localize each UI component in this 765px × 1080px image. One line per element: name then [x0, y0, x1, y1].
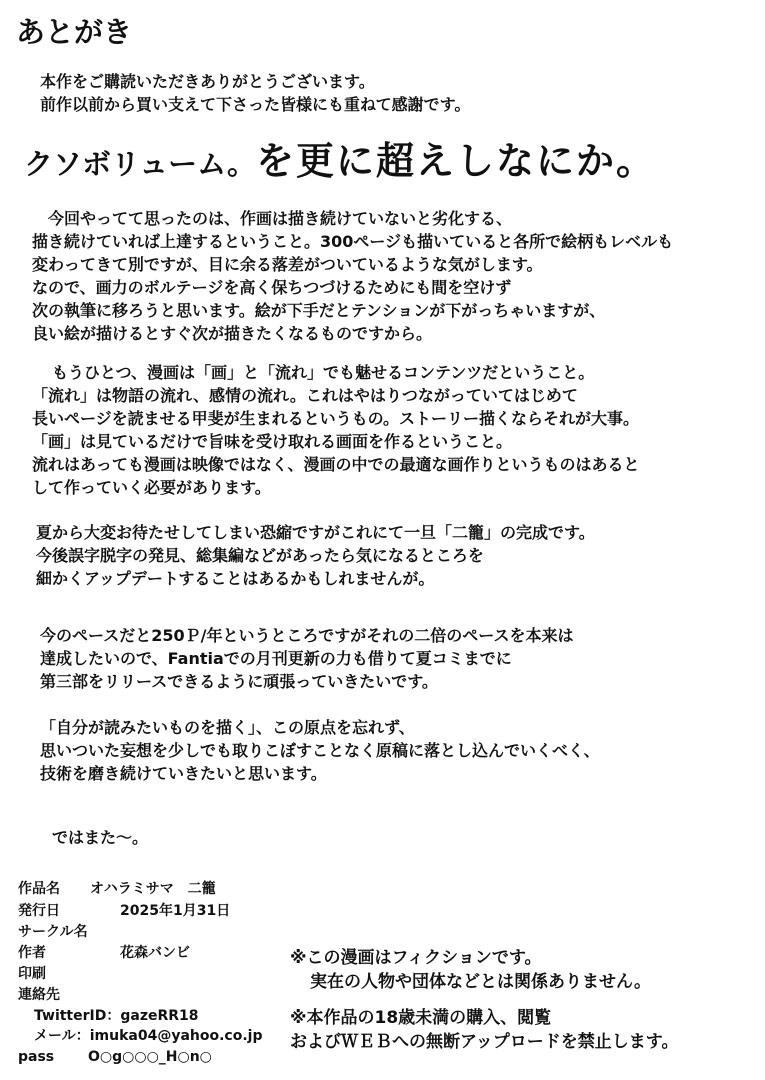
catchphrase — [24, 130, 656, 185]
credit-date-label: 発行日 — [18, 903, 60, 919]
credit-title-value: オハラミサマ 二籠 — [90, 881, 216, 897]
para4-line-2: 達成したいので、Fantiaでの月刊更新の力も借りて夏コミまでに — [40, 649, 512, 668]
note-fiction-1: ※この漫画はフィクションです。 — [290, 948, 542, 968]
credit-date-value: 2025年1月31日 — [120, 903, 231, 919]
catchphrase-small: クソボリューム。 — [24, 147, 257, 181]
credit-author-value: 花森バンビ — [120, 945, 190, 961]
para1-line-3: 変わってきて別ですが、目に余る落差がついているような気がします。 — [32, 255, 543, 274]
signoff: ではまた〜。 — [52, 828, 149, 847]
credit-twitter: TwitterID：gazeRR18 — [34, 1008, 199, 1024]
intro-line-1: 本作をご購読いただきありがとうございます。 — [40, 72, 375, 91]
credit-pass-value: O○g○○○_H○n○ — [88, 1049, 212, 1065]
para2-line-5: 流れはあっても漫画は映像ではなく、漫画の中での最適な画作りというものはあると — [32, 455, 640, 474]
para1-line-6: 良い絵が描けるとすぐ次が描きたくなるものですから。 — [32, 324, 433, 343]
page-heading: あとがき — [16, 15, 133, 49]
intro-line-2: 前作以前から買い支えて下さった皆様にも重ねて感謝です。 — [40, 95, 471, 114]
note-age-1: ※本作品の18歳未満の購入、閲覧 — [290, 1008, 552, 1028]
para5-line-1: 「自分が読みたいものを描く」、この原点を忘れず、 — [40, 718, 415, 737]
credit-title-label: 作品名 — [18, 881, 60, 897]
credit-pass-label: pass — [18, 1049, 55, 1065]
para1-line-2: 描き続けていれば上達するということ。300ページも描いていると各所で絵柄もレベルも — [32, 232, 674, 251]
para2-line-2: 「流れ」は物語の流れ、感情の流れ。これはやはりつながっていてはじめて — [32, 386, 578, 405]
para3-line-2: 今後誤字脱字の発見、総集編などがあったら気になるところを — [36, 546, 484, 565]
credit-circle-label: サークル名 — [18, 924, 88, 940]
credit-contact-label: 連絡先 — [18, 987, 60, 1003]
para4-line-3: 第三部をリリースできるように頑張っていきたいです。 — [40, 672, 438, 691]
para1-line-1: 今回やってて思ったのは、作画は描き続けていないと劣化する、 — [48, 209, 513, 228]
para2-line-3: 長いページを読ませる甲斐が生まれるというもの。ストーリー描くならそれが大事。 — [32, 409, 640, 428]
para4-line-1: 今のペースだと250Ｐ/年というところですがそれの二倍のペースを本来は — [40, 626, 574, 645]
catchphrase-large: を更に超えしなにか。 — [256, 138, 657, 183]
credit-print-label: 印刷 — [18, 966, 46, 982]
para2-line-6: して作っていく必要があります。 — [32, 478, 271, 497]
para3-line-1: 夏から大変お待たせしてしまい恐縮ですがこれにて一旦「二籠」の完成です。 — [36, 523, 595, 542]
para2-line-4: 「画」は見ているだけで旨味を受け取れる画面を作るということ。 — [32, 432, 513, 451]
para3-line-3: 細かくアップデートすることはあるかもしれませんが。 — [36, 569, 435, 588]
para5-line-3: 技術を磨き続けていきたいと思います。 — [40, 764, 327, 783]
para2-line-1: もうひとつ、漫画は「画」と「流れ」でも魅せるコンテンツだということ。 — [52, 363, 595, 382]
credit-author-label: 作者 — [18, 945, 46, 961]
para1-line-5: 次の執筆に移ろうと思います。絵が下手だとテンションが下がっちゃいますが、 — [32, 301, 606, 320]
para1-line-4: なので、画力のボルテージを高く保ちつづけるためにも間を空けず — [32, 278, 512, 297]
note-age-2: およびＷＥＢへの無断アップロードを禁止します。 — [290, 1032, 679, 1052]
para5-line-2: 思いついた妄想を少しでも取りこぼすことなく原稿に落とし込んでいくべく、 — [40, 741, 600, 760]
note-fiction-2: 実在の人物や団体などとは関係ありません。 — [310, 972, 652, 992]
credit-mail: メール：imuka04@yahoo.co.jp — [34, 1028, 263, 1044]
